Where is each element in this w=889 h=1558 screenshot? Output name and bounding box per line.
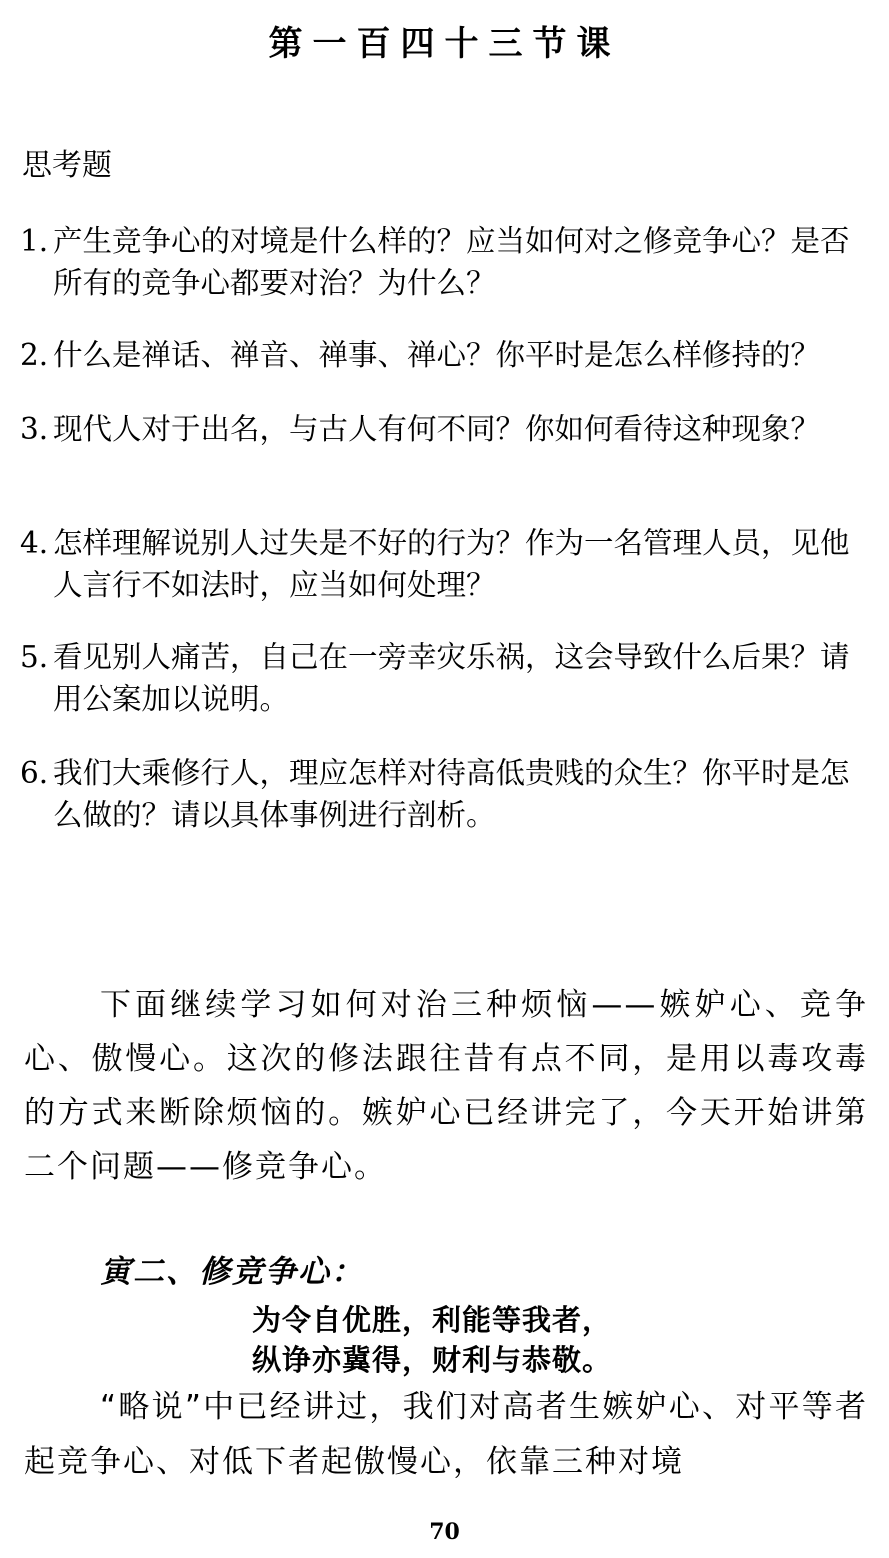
question-number: 3. <box>20 412 49 446</box>
body-paragraph: 下面继续学习如何对治三种烦恼——嫉妒心、竞争心、傲慢心。这次的修法跟往昔有点不同，是用以毒攻毒的方式来断除烦恼的。嫉妒心已经讲完了，今天开始讲第二个问题——修竞争心。 <box>24 987 868 1185</box>
verse-line: 为令自优胜，利能等我者， <box>252 1303 613 1337</box>
question-number: 4. <box>20 526 49 560</box>
question-text: 产生竞争心的对境是什么样的？应当如何对之修竞争心？是否所有的竞争心都要对治？为什么？ <box>53 224 850 300</box>
question-text: 现代人对于出名，与古人有何不同？你如何看待这种现象？ <box>53 412 821 446</box>
question-item <box>20 522 870 606</box>
body-paragraph: “略说”中已经讲过，我们对高者生嫉妒心、对平等者起竞争心、对低下者起傲慢心，依靠三种对境 <box>24 1389 868 1480</box>
question-number: 1. <box>20 224 49 258</box>
question-item <box>20 220 870 304</box>
verse-line: 纵诤亦冀得，财利与恭敬。 <box>252 1343 613 1377</box>
question-item <box>20 636 870 720</box>
question-text: 看见别人痛苦，自己在一旁幸灾乐祸，这会导致什么后果？请用公案加以说明。 <box>53 640 850 716</box>
question-item <box>20 334 870 376</box>
question-item <box>20 752 870 836</box>
page-number: 70 <box>429 1519 460 1545</box>
section-heading: 寅二、修竞争心： <box>100 1254 364 1290</box>
question-number: 5. <box>20 640 49 674</box>
page-title: 第一百四十三节课 <box>268 24 621 64</box>
question-text: 什么是禅话、禅音、禅事、禅心？你平时是怎么样修持的？ <box>53 338 821 372</box>
question-number: 6. <box>20 756 49 790</box>
question-text: 我们大乘修行人，理应怎样对待高低贵贱的众生？你平时是怎么做的？请以具体事例进行剖析。 <box>53 756 850 832</box>
question-number: 2. <box>20 338 49 372</box>
questions-heading: 思考题 <box>22 148 112 183</box>
question-item <box>20 408 870 450</box>
question-text: 怎样理解说别人过失是不好的行为？作为一名管理人员，见他人言行不如法时，应当如何处理？ <box>53 526 850 602</box>
